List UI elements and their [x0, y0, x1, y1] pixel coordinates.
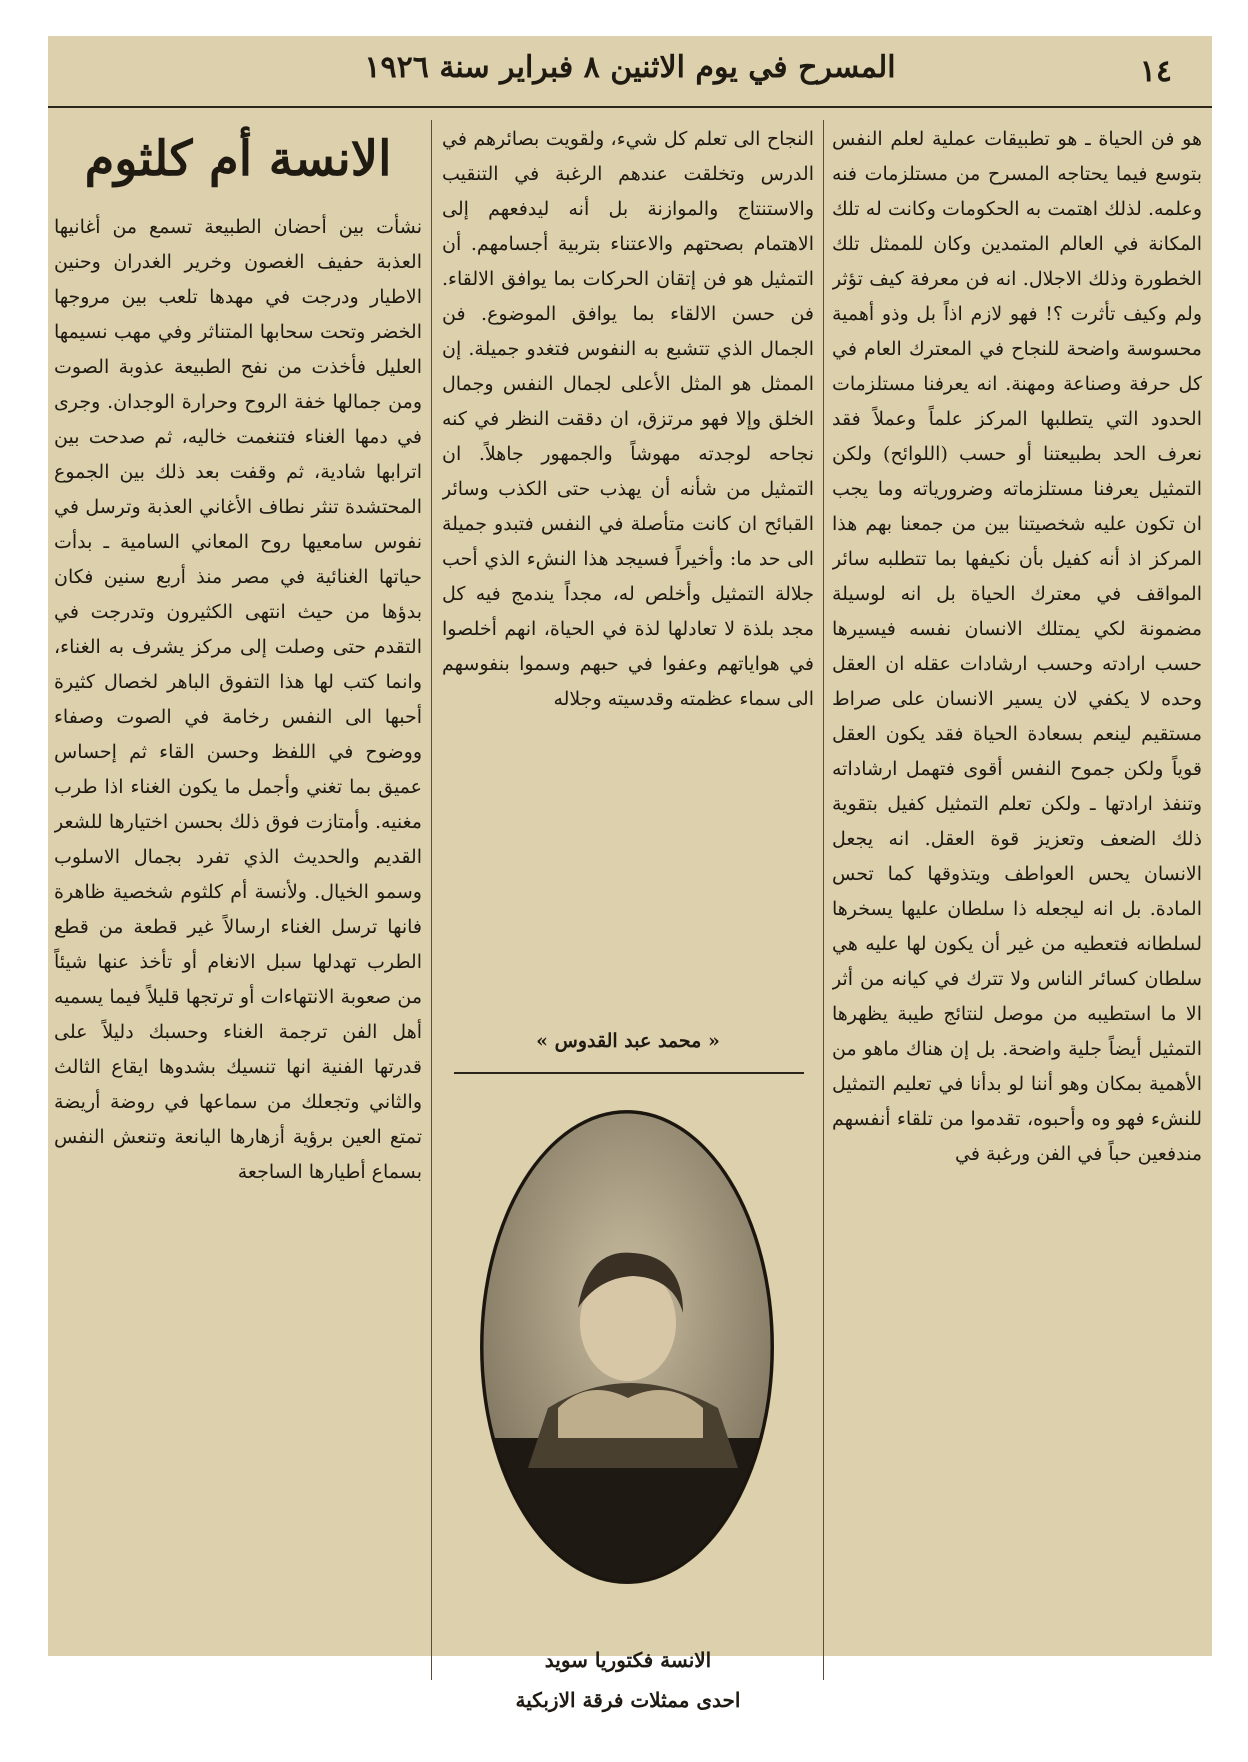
photo-caption-name: الانسة فكتوريا سويد	[544, 1648, 712, 1672]
portrait-photo	[478, 1108, 776, 1586]
article-title: الانسة أم كلثوم	[84, 131, 392, 187]
right-column	[832, 122, 1202, 1658]
column-divider	[823, 120, 824, 1680]
author-signature: « محمد عبد القدوس »	[536, 1030, 720, 1052]
acting-article-text: هو فن الحياة ـ هو تطبيقات عملية لعلم النفس بتوسع فيما يحتاجه المسرح من مستلزمات فنه وعلمه. لذلك اهتمت به الحكومات وكانت له تلك المكانة في العالم المتمدين وكان للممثل تلك الخطورة وذلك الاجلال. انه فن معرفة كيف تؤثر ولم وكيف تأثرت ؟! فهو لازم اذاً بل وذو أهمية محسوسة واضحة للنجاح في المعترك العام في كل حرفة وصناعة ومهنة. انه يعرفنا مستلزمات الحدود التي يتطلبها المركز علماً وعملاً فقد نعرف الحد بطبيعتنا أو حسب (اللوائح) ولكن التمثيل يعرفنا مستلزماته وضرورياته وما يجب ان تكون عليه شخصيتنا بين من جمعنا بهم هذا المركز اذ أنه كفيل بأن نكيفها بما تتطلبه سائر المواقف في معترك الحياة بل انه لوسيلة مضمونة لكي يمتلك الانسان نفسه فيسيرها حسب ارادته وحسب ارشادات عقله ان العقل وحده لا يكفي لان يسير الانسان على صراط مستقيم لينعم بسعادة الحياة فقد يكون العقل قوياً ولكن جموح النفس أقوى فتهمل ارشاداته وتنفذ ارادتها ـ ولكن تعلم التمثيل كفيل بتقوية ذلك الضعف وتعزيز قوة العقل. انه يجعل الانسان يحس العواطف ويتذوقها كما تحس المادة. بل انه ليجعله ذا سلطان عليها يسخرها لسلطانه فتعطيه من غير أن يكون لها عليه هي سلطان كسائر الناس ولا تترك في كيانه من أثر الا ما استطيبه من موصل لنتائج طيبة يظهرها التمثيل أيضاً جلية واضحة. بل إن هناك ماهو من الأهمية بمكان وهو أننا لو بدأنا في تعليم التمثيل للنشء فهو وه وأحبوه، تقدموا من تلقاء أنفسهم مندفعين حباً في الفن ورغبة في	[832, 128, 1202, 1165]
header-rule	[48, 106, 1212, 108]
middle-column	[442, 122, 814, 1712]
newspaper-page	[48, 36, 1212, 1712]
photo-caption-role: احدى ممثلات فرقة الازبكية	[515, 1688, 741, 1712]
photo-divider	[454, 1072, 804, 1074]
umm-kulthum-article-text: نشأت بين أحضان الطبيعة تسمع من أغانيها العذبة حفيف الغصون وخرير الغدران وحنين الاطيار ودرجت في مهدها تلعب بين مروجها الخضر وتحت سحابها المتناثر وفي مهب نسيمها العليل فأخذت من نفح الطبيعة عذوبة الصوت ومن جمالها خفة الروح وحرارة الوجدان. وجرى في دمها الغناء فتنغمت خاليه، ثم صدحت بين اترابها شادية، ثم وقفت بعد ذلك بين الجموع المحتشدة تنثر نطاف الأغاني العذبة وترسل في نفوس سامعيها روح المعاني السامية ـ بدأت حياتها الغنائية في مصر منذ أربع سنين فكان بدؤها من حيث انتهى الكثيرون وتدرجت في التقدم حتى وصلت إلى مركز يشرف به الغناء، وانما كتب لها هذا التفوق الباهر لخصال كثيرة أحبها الى النفس رخامة في الصوت وصفاء ووضوح في اللفظ وحسن القاء ثم إحساس عميق بما تغني وأجمل ما يكون الغناء اذا طرب مغنيه. وأمتازت فوق ذلك بحسن اختيارها للشعر القديم والحديث الذي تفرد بجمال الاسلوب وسمو الخيال. ولأنسة أم كلثوم شخصية ظاهرة فانها ترسل الغناء ارسالاً غير قطعة من قطع الطرب تهدلها سبل الانغام أو تأخذ عنها شيئاً من صعوبة الانتهاءات أو ترتجها قليلاً فيما يسميه أهل الفن ترجمة الغناء وحسبك دليلاً على قدرتها الفنية انها تنسيك بشدوها ايقاع الثالث والثاني وتجعلك من سماعها في روضة أريضة تمتع العين برؤية أزهارها اليانعة وتنعش النفس بسماع أطيارها الساجعة	[54, 216, 422, 1183]
left-column	[54, 122, 422, 1656]
page-number: ١٤	[1139, 54, 1172, 89]
masthead: المسرح في يوم الاثنين ٨ فبراير سنة ١٩٢٦	[364, 50, 896, 85]
page-header	[48, 36, 1212, 108]
column-divider	[431, 120, 432, 1680]
acting-article-continuation: النجاح الى تعلم كل شيء، ولقويت بصائرهم في الدرس وتخلقت عندهم الرغبة في التنقيب والاستنتاج والموازنة بل أنه ليدفعهم إلى الاهتمام بصحتهم والاعتناء بتربية أجسامهم. أن التمثيل هو فن إتقان الحركات بما يوافق الالقاء. فن حسن الالقاء بما يوافق الموضوع. فن الجمال الذي تتشبع به النفوس فتغدو جميلة. إن الممثل هو المثل الأعلى لجمال النفس وجمال الخلق وإلا فهو مرتزق، ان دققت النظر في كنه نجاحه لوجدته مهوشاً والجمهور جاهلاً. ان التمثيل من شأنه أن يهذب حتى الكذب وسائر القبائح ان كانت متأصلة في النفس فتبدو جميلة الى حد ما: وأخيراً فسيجد هذا النشء الذي أحب جلالة التمثيل وأخلص له، مجداً يندمج فيه كل مجد بلذة لا تعادلها لذة في الحياة، انهم أخلصوا في هواياتهم وعفوا في حبهم وسموا بنفوسهم الى سماء عظمته وقدسيته وجلاله	[442, 128, 814, 710]
